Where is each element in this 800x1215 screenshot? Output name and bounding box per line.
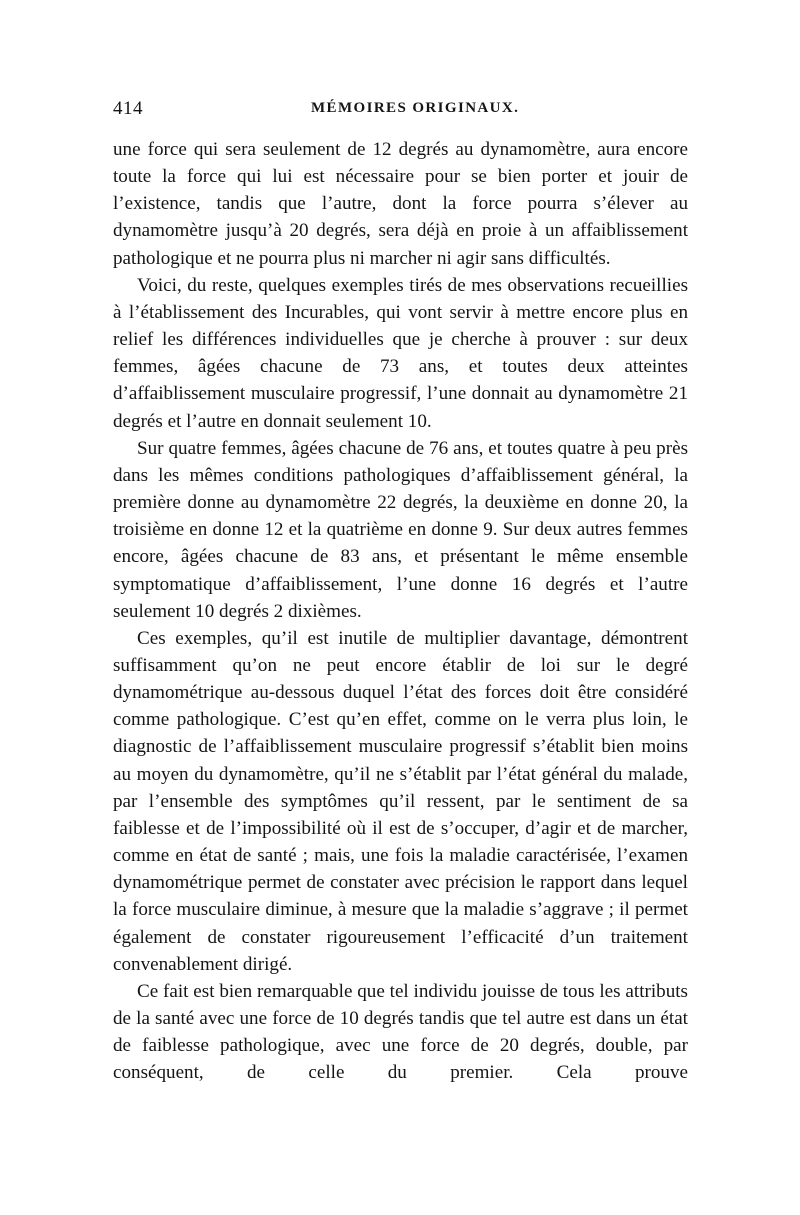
page-number: 414	[113, 98, 143, 119]
running-title: MÉMOIRES ORIGINAUX.	[311, 100, 520, 116]
paragraph: Voici, du reste, quelques exemples tirés de mes observations recueillies à l’établissement des Incurables, qui vont servir à mettre encore plus en relief les différences individuelles que je cherche à prouver : sur deux femmes, âgées chacune de 73 ans, et toutes deux atteintes d’affaiblissement musculaire progressif, l’une donnait au dynamomètre 21 degrés et l’autre en donnait seulement 10.	[113, 274, 688, 432]
paragraph: Ce fait est bien remarquable que tel individu jouisse de tous les attributs de la santé avec une force de 10 degrés tandis que tel autre est dans un état de faiblesse pathologique, avec une force de 20 degrés, double, par conséquent, de celle du premier. Cela prouve	[113, 980, 688, 1084]
paragraph: Sur quatre femmes, âgées chacune de 76 ans, et toutes quatre à peu près dans les mêmes conditions pathologiques d’affaiblissement général, la première donne au dynamomètre 22 degrés, la deuxième en donne 20, la troisième en donne 12 et la quatrième en donne 9. Sur deux autres femmes encore, âgées chacune de 83 ans, et présentant le même ensemble symptomatique d’affaiblissement, l’une donne 16 degrés et l’autre seulement 10 degrés 2 dixièmes.	[113, 437, 688, 622]
page-header	[113, 98, 688, 124]
paragraph: Ces exemples, qu’il est inutile de multiplier davantage, démontrent suffisamment qu’on ne peut encore établir de loi sur le degré dynamométrique au-dessous duquel l’état des forces doit être considéré comme pathologique. C’est qu’en effet, comme on le verra plus loin, le diagnostic de l’affaiblissement musculaire progressif s’établit bien moins au moyen du dynamomètre, qu’il ne s’établit par l’état général du malade, par l’ensemble des symptômes qu’il ressent, par le sentiment de sa faiblesse et de l’impossibilité où il est de s’occuper, d’agir et de marcher, comme en état de santé ; mais, une fois la maladie caractérisée, l’examen dynamométrique permet de constater avec précision le rapport dans lequel la force musculaire diminue, à mesure que la maladie s’aggrave ; il permet également de constater rigoureusement l’efficacité d’un traitement convenablement dirigé.	[113, 627, 688, 975]
body-text	[113, 136, 688, 1086]
paragraph: une force qui sera seulement de 12 degrés au dynamomètre, aura encore toute la force qui lui est nécessaire pour se bien porter et jouir de l’existence, tandis que l’autre, dont la force pourra s’élever au dynamomètre jusqu’à 20 degrés, sera déjà en proie à un affaiblissement pathologique et ne pourra plus ni marcher ni agir sans difficultés.	[113, 139, 688, 269]
